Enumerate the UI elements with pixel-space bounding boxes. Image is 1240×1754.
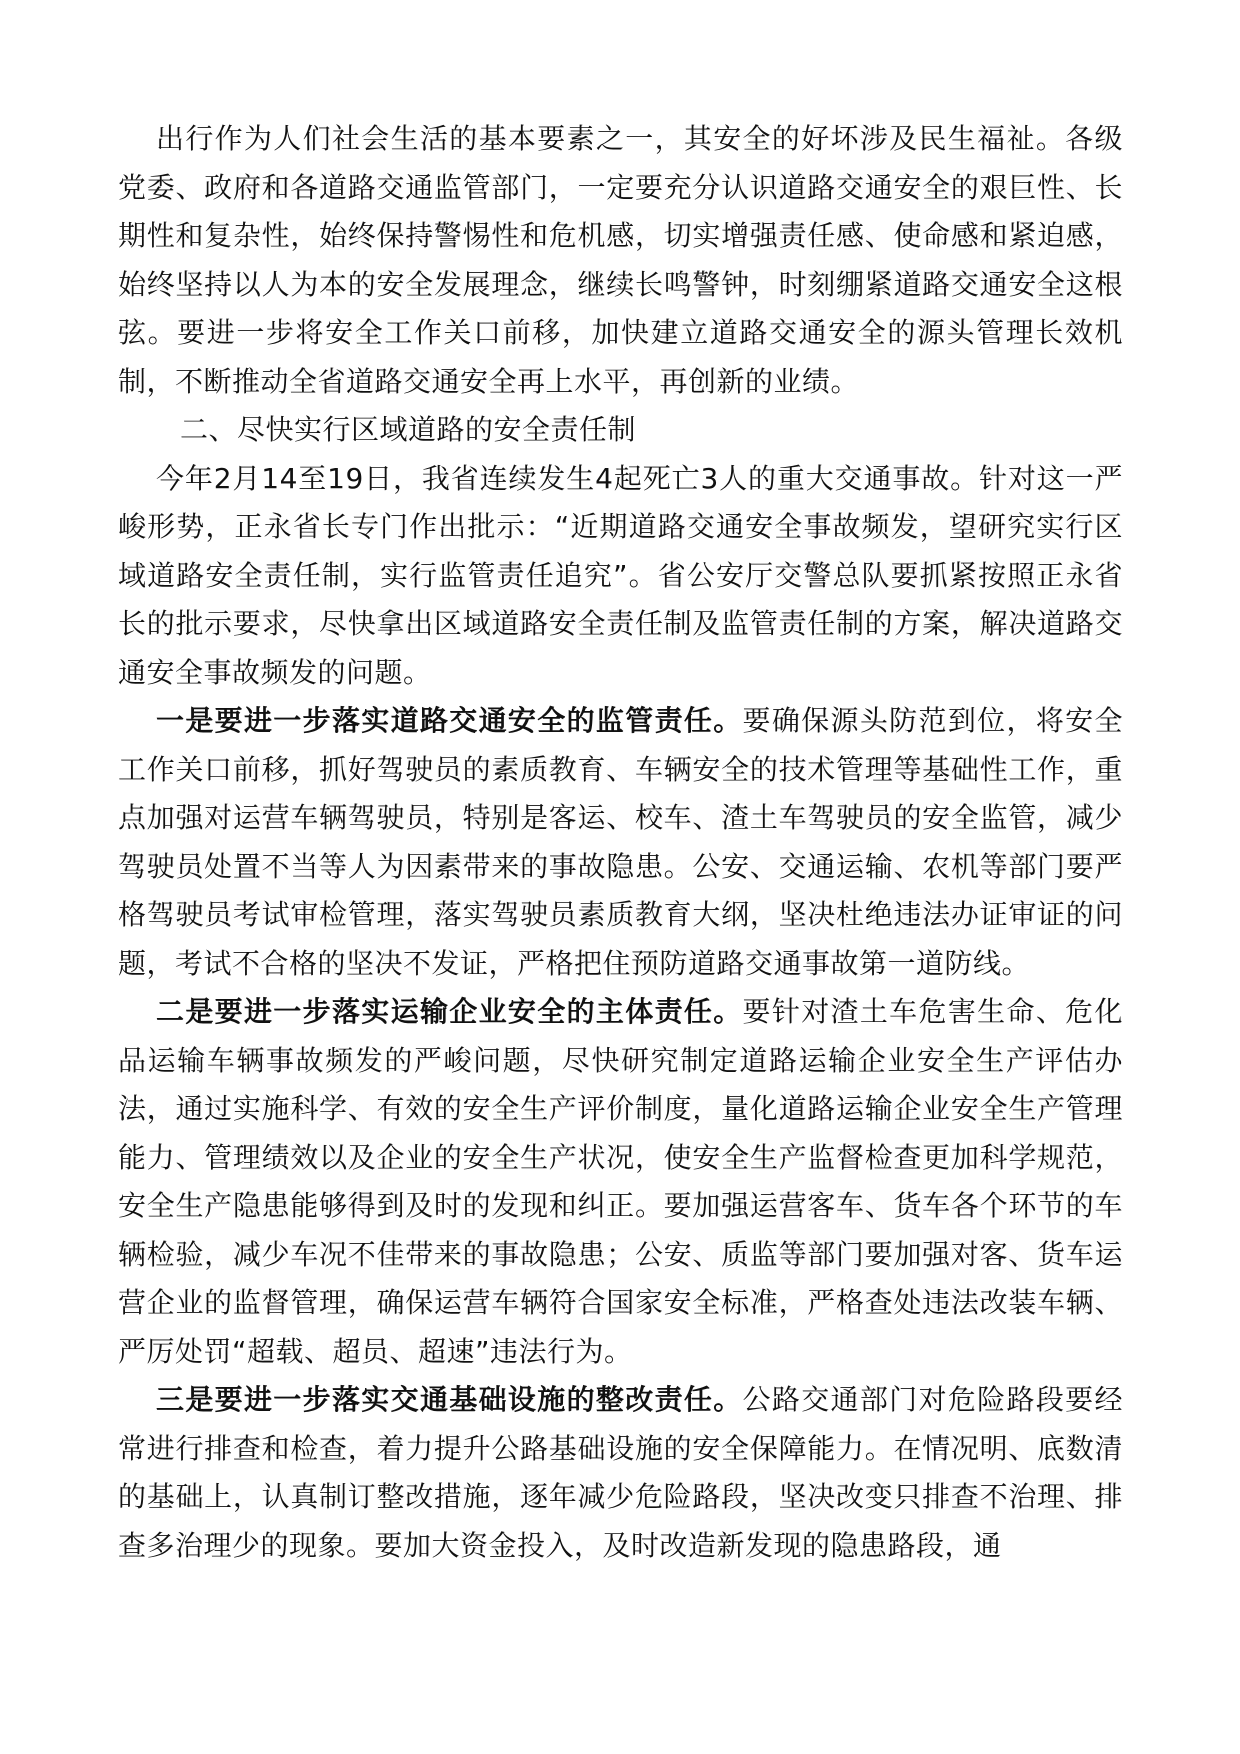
point-2-body: 要针对渣土车危害生命、危化品运输车辆事故频发的严峻问题，尽快研究制定道路运输企业安全生产评估办法，通过实施科学、有效的安全生产评价制度，量化道路运输企业安全生产管理能力、管理绩效以及企业的安全生产状况，使安全生产监督检查更加科学规范，安全生产隐患能够得到及时的发现和纠正。要加强运营客车、货车各个环节的车辆检验，减少车况不佳带来的事故隐患；公安、质监等部门要加强对客、货车运营企业的监督管理，确保运营车辆符合国家安全标准，严格查处违法改装车辆、严厉处罚“超载、超员、超速”违法行为。 — [118, 995, 1123, 1368]
point-3-body: 公路交通部门对危险路段要经常进行排查和检查，着力提升公路基础设施的安全保障能力。在情况明、底数清的基础上，认真制订整改措施，逐年减少危险路段，坚决改变只排查不治理、排查多治理少的现象。要加大资金投入，及时改造新发现的隐患路段，通 — [118, 1383, 1123, 1562]
point-1-body: 要确保源头防范到位，将安全工作关口前移，抓好驾驶员的素质教育、车辆安全的技术管理等基础性工作，重点加强对运营车辆驾驶员，特别是客运、校车、渣土车驾驶员的安全监管，减少驾驶员处置不当等人为因素带来的事故隐患。公安、交通运输、农机等部门要严格驾驶员考试审检管理，落实驾驶员素质教育大纲，坚决杜绝违法办证审证的问题，考试不合格的坚决不发证，严格把住预防道路交通事故第一道防线。 — [118, 704, 1123, 980]
paragraph-point-2 — [118, 988, 1123, 1376]
document-body — [118, 115, 1123, 1570]
paragraph-point-3 — [118, 1376, 1123, 1570]
paragraph-point-1 — [118, 697, 1123, 988]
point-3-lead: 三是要进一步落实交通基础设施的整改责任。 — [156, 1383, 743, 1416]
section-heading-2: 二、尽快实行区域道路的安全责任制 — [180, 413, 637, 446]
point-2-lead: 二是要进一步落实运输企业安全的主体责任。 — [156, 995, 743, 1028]
paragraph-intro: 出行作为人们社会生活的基本要素之一，其安全的好坏涉及民生福祉。各级党委、政府和各道路交通监管部门，一定要充分认识道路交通安全的艰巨性、长期性和复杂性，始终保持警惕性和危机感，切实增强责任感、使命感和紧迫感，始终坚持以人为本的安全发展理念，继续长鸣警钟，时刻绷紧道路交通安全这根弦。要进一步将安全工作关口前移，加快建立道路交通安全的源头管理长效机制，不断推动全省道路交通安全再上水平，再创新的业绩。 — [118, 122, 1123, 398]
paragraph-background: 今年2月14至19日，我省连续发生4起死亡3人的重大交通事故。针对这一严峻形势，正永省长专门作出批示：“近期道路交通安全事故频发，望研究实行区域道路安全责任制，实行监管责任追究”。省公安厅交警总队要抓紧按照正永省长的批示要求，尽快拿出区域道路安全责任制及监管责任制的方案，解决道路交通安全事故频发的问题。 — [118, 461, 1123, 689]
point-1-lead: 一是要进一步落实道路交通安全的监管责任。 — [156, 704, 743, 737]
